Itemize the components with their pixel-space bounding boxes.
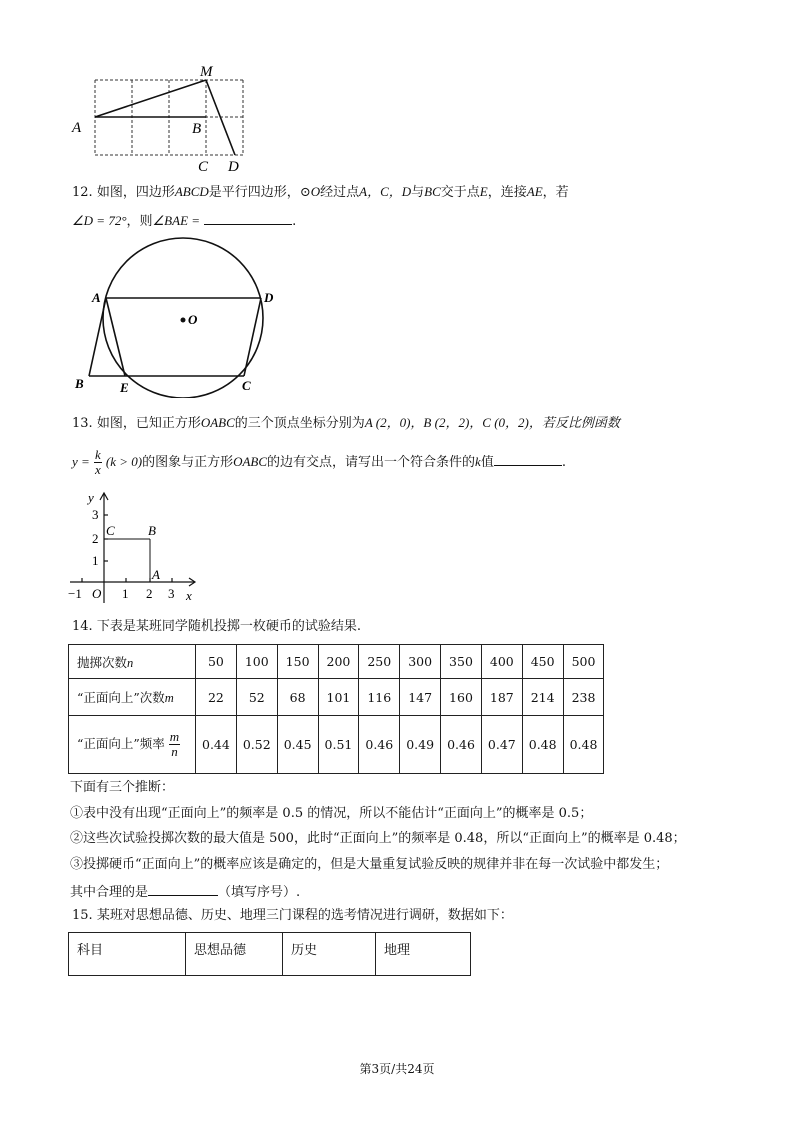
q12-number: 12. <box>72 185 93 200</box>
tick-x-1: 1 <box>122 586 129 601</box>
label-C: C <box>106 523 115 538</box>
tick-y-2: 2 <box>92 531 99 546</box>
question-13-line1: 13. 如图，已知正方形OABC的三个顶点坐标分别为A (2，0)，B (2，2)，C (0，2)，若反比例函数 <box>72 415 620 431</box>
q14-answer-blank[interactable] <box>148 881 218 896</box>
figure-q11-grid <box>66 60 266 175</box>
fraction-k-over-x: $\frac{k}{x}$ <box>94 447 101 477</box>
table-cell: 0.45 <box>277 716 318 774</box>
table-cell: 160 <box>441 679 482 716</box>
table-cell: 150 <box>277 645 318 679</box>
table-cell: 187 <box>481 679 522 716</box>
coin-toss-table <box>68 644 604 774</box>
axis-y-label: y <box>88 490 94 505</box>
table-cell: 0.52 <box>236 716 277 774</box>
table-cell: 0.48 <box>522 716 563 774</box>
table-cell: 0.44 <box>196 716 237 774</box>
figure-q12-circle <box>68 236 288 398</box>
origin-label: O <box>92 586 102 601</box>
question-13-line2: y = $\frac{k}{x}$ (k > 0)的图象与正方形OABC的边有交点，请写出一个符合条件的k值 . <box>72 447 566 477</box>
table-cell: 52 <box>236 679 277 716</box>
table-cell: 地理 <box>376 933 471 976</box>
label-A: A <box>152 567 160 582</box>
label-A: A <box>92 290 101 305</box>
tick-x-3: 3 <box>168 586 175 601</box>
label-D: D <box>228 159 239 175</box>
table-cell: 50 <box>196 645 237 679</box>
table-row-frequency: “正面向上”频率 $\frac{m}{n}$ 0.44 0.52 0.45 0.51 0.46 0.49 0.46 0.47 0.48 0.48 <box>69 716 604 774</box>
table-cell: 22 <box>196 679 237 716</box>
table-cell: 科目 <box>69 933 186 976</box>
label-B: B <box>192 121 202 137</box>
q15-number: 15. <box>72 908 93 923</box>
table-cell: 0.51 <box>318 716 359 774</box>
tick-x-neg1: −1 <box>68 586 82 601</box>
question-15-text: 15. 某班对思想品德、历史、地理三门课程的选考情况进行调研，数据如下： <box>72 908 513 923</box>
q14-intro: 下面有三个推断： <box>70 780 175 795</box>
tick-y-1: 1 <box>92 553 99 568</box>
q14-answer-line: 其中合理的是 （填写序号）. <box>70 881 300 903</box>
table-cell: 0.46 <box>359 716 400 774</box>
q14-number: 14. <box>72 619 93 634</box>
table-cell: 147 <box>400 679 441 716</box>
question-12-line1: 12. 如图，四边形ABCD是平行四边形，⊙O经过点A，C，D与BC交于点E，连接AE，若 <box>72 184 569 200</box>
tick-x-2: 2 <box>146 586 153 601</box>
axis-x-label: x <box>186 588 192 603</box>
label-A: A <box>72 120 82 136</box>
label-M: M <box>200 64 213 80</box>
table-cell: 0.49 <box>400 716 441 774</box>
table-cell: 500 <box>563 645 604 679</box>
q14-statement-2: ②这些次试验投掷次数的最大值是 500，此时“正面向上”的频率是 0.48，所以“正面向上”的概率是 0.48； <box>70 831 686 846</box>
label-E: E <box>120 380 129 395</box>
q13-answer-blank[interactable] <box>494 451 562 466</box>
table-row-throws: 抛掷次数n 50 100 150 200 250 300 350 400 450 500 <box>69 645 604 679</box>
table-cell: 思想品德 <box>186 933 283 976</box>
subject-table <box>68 932 471 976</box>
table-cell: 214 <box>522 679 563 716</box>
fraction-m-over-n: $\frac{m}{n}$ <box>169 729 180 759</box>
figure-q13-coordinate-plane <box>64 488 204 606</box>
table-cell: 250 <box>359 645 400 679</box>
label-C: C <box>198 159 209 175</box>
table-cell: 100 <box>236 645 277 679</box>
table-cell: 68 <box>277 679 318 716</box>
table-cell: 116 <box>359 679 400 716</box>
table-cell: 200 <box>318 645 359 679</box>
label-D: D <box>264 290 274 305</box>
question-14-text: 14. 下表是某班同学随机投掷一枚硬币的试验结果. <box>72 619 361 634</box>
question-12-line2: ∠D = 72°，则∠BAE = . <box>72 210 296 232</box>
table-row-heads: “正面向上”次数m 22 52 68 101 116 147 160 187 214 238 <box>69 679 604 716</box>
table-cell: 0.47 <box>481 716 522 774</box>
q14-statement-3: ③投掷硬币“正面向上”的概率应该是确定的，但是大量重复试验反映的规律并非在每一次试验中都发生； <box>70 857 669 872</box>
page-footer: 第3页/共24页 <box>359 1062 435 1076</box>
label-O: O <box>188 312 198 327</box>
table-cell: 238 <box>563 679 604 716</box>
table-cell: 400 <box>481 645 522 679</box>
q12-answer-blank[interactable] <box>204 210 292 225</box>
table-cell: 历史 <box>283 933 376 976</box>
table-cell: 0.46 <box>441 716 482 774</box>
table-cell: 0.48 <box>563 716 604 774</box>
label-C: C <box>242 378 251 393</box>
table-cell: 300 <box>400 645 441 679</box>
table-cell: 350 <box>441 645 482 679</box>
table-row <box>69 933 471 976</box>
table-cell: 450 <box>522 645 563 679</box>
table-cell: 101 <box>318 679 359 716</box>
q13-number: 13. <box>72 416 93 431</box>
tick-y-3: 3 <box>92 507 99 522</box>
label-B: B <box>148 523 156 538</box>
label-B: B <box>75 376 84 391</box>
q14-statement-1: ①表中没有出现“正面向上”的频率是 0.5 的情况，所以不能估计“正面向上”的概率是 0.5； <box>70 806 593 821</box>
